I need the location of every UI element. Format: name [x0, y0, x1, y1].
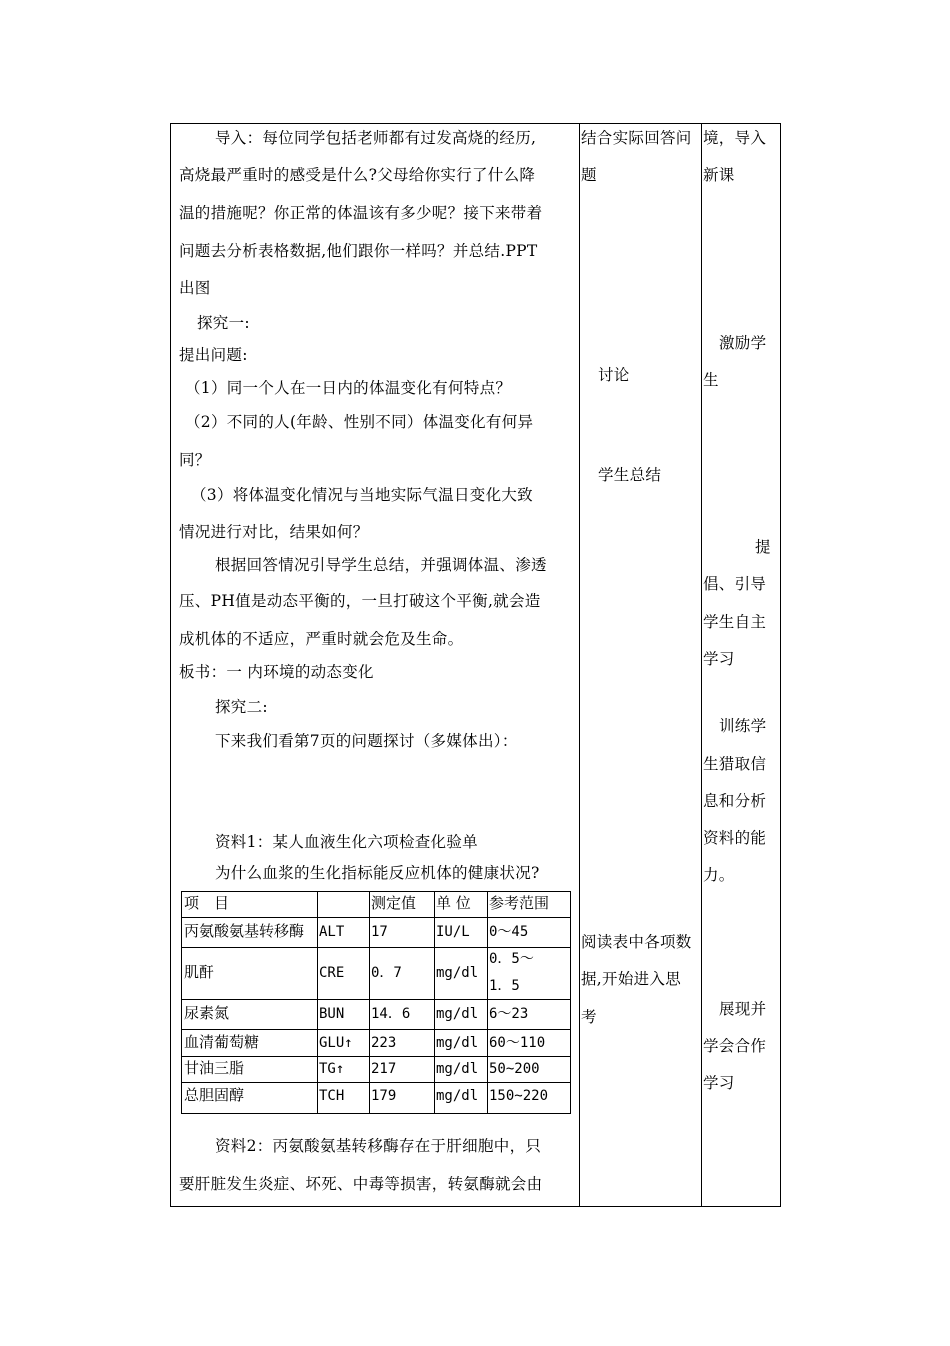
table-cell: GLU↑	[319, 1035, 353, 1051]
table-cell: 0．7	[371, 965, 402, 981]
column-divider	[701, 124, 702, 1206]
text-line: 学习	[703, 1074, 735, 1092]
table-cell: 50~200	[489, 1061, 540, 1077]
text-line: 激励学	[719, 334, 767, 352]
table-cell: 血清葡萄糖	[184, 1033, 260, 1051]
table-cell: mg/dl	[436, 1035, 479, 1051]
text-line: 提出问题:	[179, 346, 248, 364]
text-line: 倡、引导	[703, 575, 767, 593]
text-line: 资料1：某人血液生化六项检查化验单	[215, 833, 478, 851]
text-line: 成机体的不适应，严重时就会危及生命。	[179, 630, 464, 648]
text-line: 生猎取信	[703, 755, 767, 773]
table-cell: 尿素氮	[184, 1004, 230, 1022]
text-line: 同？	[179, 451, 211, 469]
table-cell: mg/dl	[436, 1088, 479, 1104]
text-line: 考	[581, 1008, 597, 1026]
text-line: 训练学	[719, 717, 767, 735]
text-line: 资料2：丙氨酸氨基转移酶存在于肝细胞中，只	[215, 1137, 542, 1155]
text-line: （2）不同的人(年龄、性别不同）体温变化有何异	[185, 413, 534, 431]
table-cell: 217	[371, 1061, 397, 1077]
text-line: 出图	[179, 279, 211, 297]
lab-results-table	[181, 891, 571, 1114]
text-line: 息和分析	[703, 792, 767, 810]
text-line: 根据回答情况引导学生总结，并强调体温、渗透	[215, 556, 547, 574]
table-header: 参考范围	[489, 894, 550, 912]
table-cell: 179	[371, 1088, 397, 1104]
text-line: 力。	[703, 866, 735, 884]
text-line: 据,开始进入思	[581, 970, 682, 988]
text-line: 结合实际回答问	[581, 129, 692, 147]
table-header: 单 位	[436, 894, 471, 912]
text-line: 阅读表中各项数	[581, 933, 692, 951]
table-cell: 总胆固醇	[184, 1086, 245, 1104]
table-cell: 6～23	[489, 1006, 529, 1022]
table-cell: 0～45	[489, 924, 529, 940]
table-header: 测定值	[371, 894, 417, 912]
table-cell: 丙氨酸氨基转移酶	[184, 922, 305, 940]
table-cell: 150~220	[489, 1088, 549, 1104]
table-cell: ALT	[319, 924, 345, 940]
text-line: 导入：每位同学包括老师都有过发高烧的经历,	[215, 129, 537, 147]
table-cell: CRE	[319, 965, 345, 981]
table-cell: 60～110	[489, 1035, 546, 1051]
text-line: 生	[703, 371, 719, 389]
text-line: （3）将体温变化情况与当地实际气温日变化大致	[191, 486, 533, 504]
text-line: 资料的能	[703, 829, 767, 847]
text-line: 下来我们看第7页的问题探讨（多媒体出）：	[215, 732, 518, 750]
text-line: 学习	[703, 650, 735, 668]
text-line: 高烧最严重时的感受是什么?父母给你实行了什么降	[179, 166, 536, 184]
text-line: 探究一:	[197, 314, 250, 332]
text-line: 展现并	[719, 1000, 767, 1018]
table-cell: IU/L	[436, 924, 470, 940]
text-line: 温的措施呢？你正常的体温该有多少呢？接下来带着	[179, 204, 543, 222]
column-divider	[579, 124, 580, 1206]
table-cell: mg/dl	[436, 1061, 479, 1077]
table-cell: 17	[371, 924, 388, 940]
text-line: 学会合作	[703, 1037, 767, 1055]
table-cell: 0．5～	[489, 951, 534, 967]
text-line: 学生自主	[703, 613, 767, 631]
text-line: 新课	[703, 166, 735, 184]
text-line: 题	[581, 166, 597, 184]
text-line: 为什么血浆的生化指标能反应机体的健康状况?	[215, 864, 540, 882]
table-cell: BUN	[319, 1006, 345, 1022]
table-header: 项 目	[184, 894, 230, 912]
text-line: 压、PH值是动态平衡的，一旦打破这个平衡,就会造	[179, 592, 541, 610]
text-line: 情况进行对比，结果如何？	[179, 523, 369, 541]
table-cell: 14．6	[371, 1006, 411, 1022]
text-line: 问题去分析表格数据,他们跟你一样吗？并总结.PPT	[179, 242, 538, 260]
text-line: （1）同一个人在一日内的体温变化有何特点？	[185, 379, 512, 397]
text-line: 要肝脏发生炎症、坏死、中毒等损害，转氨酶就会由	[179, 1175, 543, 1193]
text-line: 讨论	[598, 366, 630, 384]
text-line: 学生总结	[598, 466, 662, 484]
table-cell: TCH	[319, 1088, 345, 1104]
table-cell: TG↑	[319, 1061, 345, 1077]
lesson-plan-table	[170, 123, 781, 1207]
table-cell: mg/dl	[436, 965, 479, 981]
table-cell: 肌酐	[184, 963, 215, 981]
text-line: 探究二:	[215, 698, 268, 716]
table-cell: 223	[371, 1035, 397, 1051]
table-cell: 甘油三脂	[184, 1059, 245, 1077]
table-cell: 1．5	[489, 978, 520, 994]
text-line: 板书：一 内环境的动态变化	[179, 663, 374, 681]
table-cell: mg/dl	[436, 1006, 479, 1022]
text-line: 境，导入	[703, 129, 767, 147]
text-line: 提	[755, 538, 771, 556]
